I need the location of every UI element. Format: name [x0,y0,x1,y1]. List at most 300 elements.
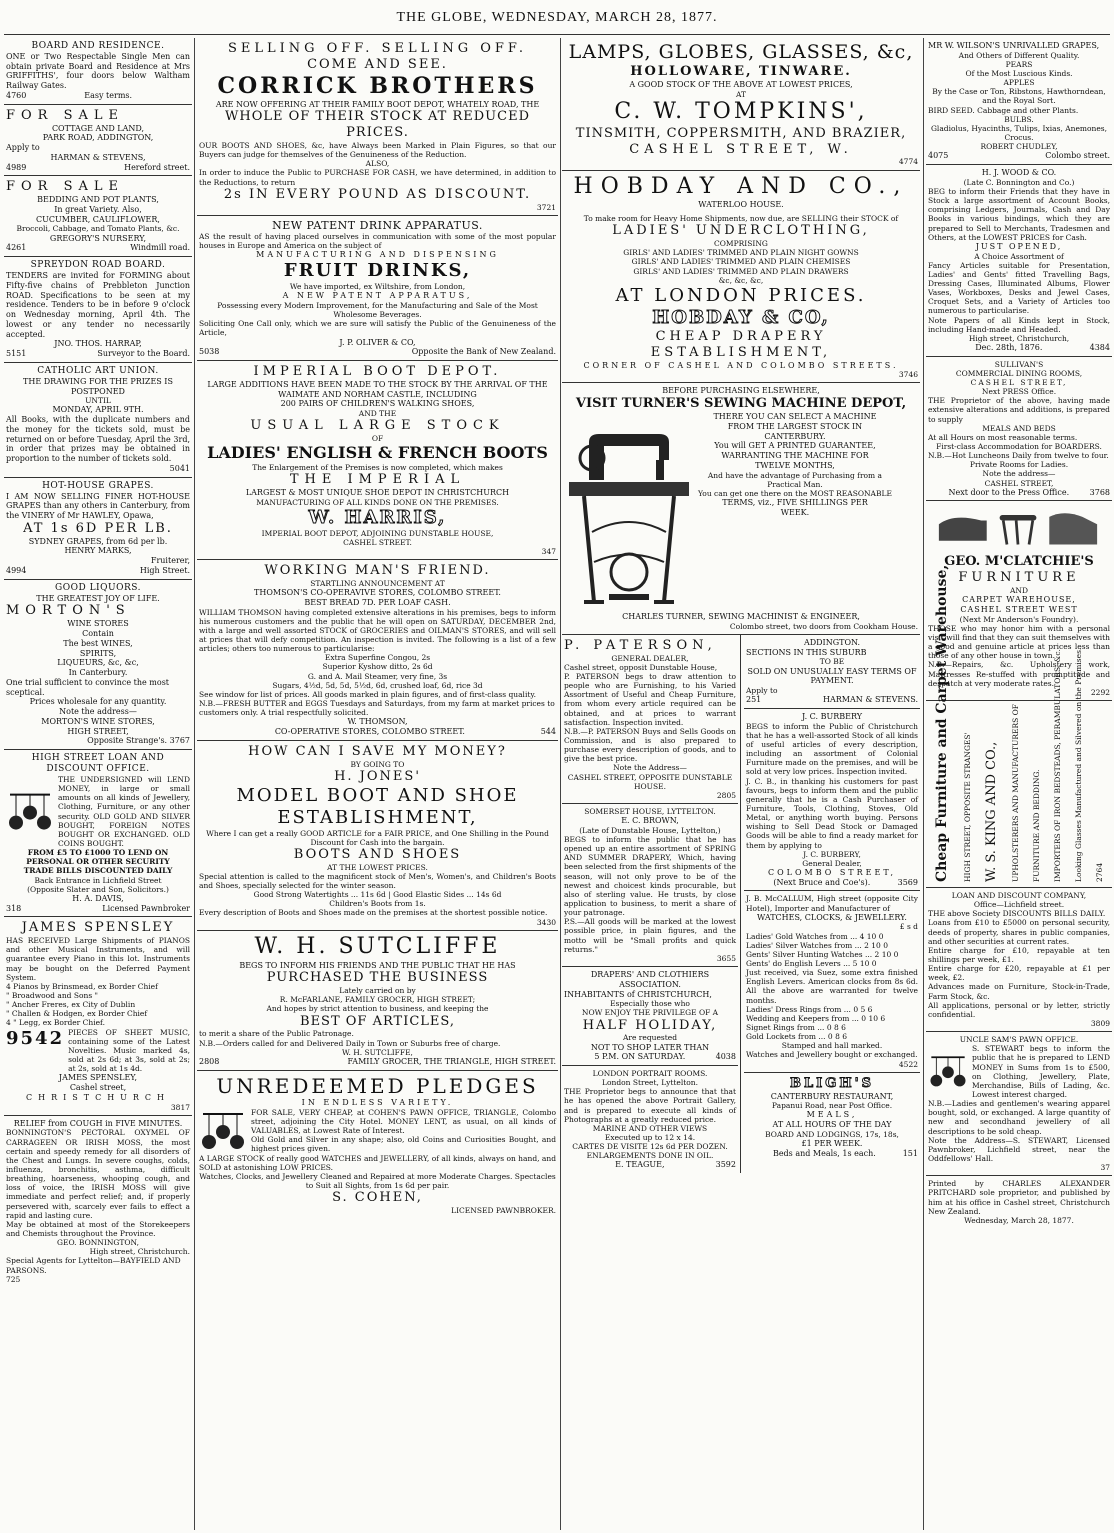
ad-tail: High Street. [139,565,190,575]
ad-body: Soliciting One Call only, which we are sure will satisfy the Public of the Genuineness of the Article, [199,319,556,338]
ad-title: VISIT TURNER'S SEWING MACHINE DEPOT, [575,396,907,412]
ad-sign: J. C. BURBERY, [803,849,861,859]
ad-title: JAMES SPENSLEY [21,920,175,936]
ad-line: FROM THE LARGEST STOCK IN [727,421,863,431]
ad-body: THE UNDERSIGNED will LEND MONEY, in large or small amounts on all kinds of Jewellery, Clothing, Furniture, or any other security. OLD GOLD AND SILVER BOUGHT, FOREIGN NOTES BOUGHT OR EXCHANGED. OLD COINS BOUGHT. [58,775,190,848]
ad-body: N.B.—Ladies and gentlemen's wearing apparel bought, sold, or exchanged. A large quantity of new and secondhand jewellery of all descriptions to be sold cheap. [928,1099,1110,1136]
ad-line: The Enlargement of the Premises is now completed, which makes [252,462,503,472]
ad-line: JUST OPENED, [975,241,1063,251]
ad-line: ROBERT CHUDLEY, [980,142,1058,152]
ad-tail: Licensed Pawnbroker [102,903,190,913]
ad-line: PEARS [1005,59,1033,69]
ad-line: Dec. 28th, 1876. [975,342,1043,352]
pawnbroker-balls-icon [928,1044,968,1099]
ad-line: GEO. BONNINGTON, [56,1238,139,1248]
ad-line: Back Entrance in Lichfield Street [34,875,162,885]
ad-line: See window for list of prices. All goods marked in plain figures, and of first-class quality. [199,689,536,699]
ad-line: H. A. DAVIS, [72,893,124,903]
ad-line: N.B.—Orders called for and Delivered Daily in Town or Suburbs free of charge. [199,1038,501,1048]
ad-line: CASHEL STREET WEST [960,604,1078,614]
ad-line: AT [735,89,746,99]
ad-line: CANTERBURY RESTAURANT, [770,1091,894,1101]
ad-line: HENRY MARKS, [64,546,132,556]
ad-brown [562,804,738,967]
ad-title: WORKING MAN'S FRIEND. [264,563,491,579]
price-row: Ladies' Gold Watches from ... 4 10 0 [746,931,884,941]
ad-sullivan [926,357,1112,502]
ad-body: Loans from £10 to £5000 on personal security, deeds of property, shares in public companies, and other securities at current rates. [928,918,1110,946]
ad-title: J. C. BURBERY [801,711,862,721]
ad-body: ONE or Two Respectable Single Men can obtain private Board and Residence at Mrs GRIFFITHS', four doors below Waltham Railway Gates. [6,51,190,91]
ad-ref: 4038 [715,1052,736,1062]
ad-price: AT 1s 6D PER LB. [23,520,173,536]
ad-line: Special attention is called to the magnificent stock of Men's, Women's, and Children's Boots and Shoes, specially selected for the winter season. [199,871,556,890]
ad-line: Cashel street, [69,1083,127,1093]
ad-ref: 4760 [6,90,27,100]
ad-body: BEGS to inform the Public of Christchurch that he has a well-assorted Stock of all kinds of useful articles of every description, including an assortment of Colonial Furniture made on the premises, and will be sold at very low prices. Inspection invited. [746,721,918,777]
ad-body: THOSE who may honor him with a personal visit will find that they can suit themselves with a good and genuine article at prices less than those of any other house in town. [928,623,1110,661]
ad-body: BEGS to inform the public that he has opened up an entire assortment of SPRING AND SUMMER DRAPERY, Which, having been selected from the first shipments of the season, will not only prove to be of the newest and choicest kinds procurable, but also of sterling value. He trusts, by close application to business, to merit a share of your patronage. [564,835,736,918]
sewing-machine-icon [564,412,694,612]
ad-name: C. W. TOMPKINS', [614,98,868,124]
ad-line: LIQUEURS, &c, &c, [57,658,139,668]
ad-title: E. C. BROWN, [621,816,679,826]
ad-mclatchie [926,501,1112,701]
ad-body: HAS RECEIVED Large Shipments of PIANOS and other Musical Instruments, and will guarantee every Piano in this lot. Instruments may be bought on the Deferred Payment System. [6,936,190,982]
ad-ref: 3746 [898,370,918,380]
ad-line: Fruiterer, [150,556,190,566]
ad-title: CATHOLIC ART UNION. [37,365,159,376]
ad-title: HOBDAY AND CO., [573,173,909,199]
ad-line: TINSMITH, COPPERSMITH, AND BRAZIER, [575,125,907,141]
ad-sign: S. COHEN, [332,1190,423,1206]
ad-line: BEST OF ARTICLES, [300,1013,455,1029]
ad-head: P. PATERSON, [564,637,717,653]
ad-come: COME AND SEE. [307,56,448,72]
ad-line: Of the Most Luscious Kinds. [965,69,1073,79]
ad-ref: 4989 [6,162,27,172]
ad-line: WEEK. [780,507,810,517]
ad-body: To make room for Heavy Home Shipments, now due, are SELLING their STOCK of [583,214,899,224]
ad-ref: 3655 [716,953,736,963]
ad-tail: Easy terms. [84,90,133,100]
ad-title: WATCHES, CLOCKS, & JEWELLERY. [757,912,907,922]
ad-ref: 3569 [897,877,918,887]
ad-line: Note Papers of all Kinds kept in Stock, including Hand-made and Headed. [928,315,1110,334]
ad-line: You will GET A PRINTED GUARANTEE, [714,441,876,451]
ad-line: Children's Boots from 1s. [329,899,426,909]
ad-title: LAMPS, GLOBES, GLASSES, &c, [568,41,914,63]
sub-column-right [741,635,920,1173]
ad-line: (Next Mr Anderson's Foundry). [959,614,1079,624]
ad-line: Gladiolus, Hyacinths, Tulips, Ixias, Anemones, Crocus. [930,123,1108,143]
ad-line: In great Variety. Also, [54,204,142,214]
ad-line: SOLD ON UNUSUALLY EASY TERMS OF PAYMENT. [747,666,917,686]
ad-body: A LARGE STOCK of really good WATCHES and JEWELLERY, of all kinds, always on hand, and SOLD at astonishing LOW PRICES. [199,1153,556,1172]
ad-drapers [562,967,738,1066]
furniture-illustration-icon [928,504,1108,550]
ad-line: AT THE LOWEST PRICES. [327,862,428,872]
ad-body: All applications, personal or by letter, strictly confidential. [928,1000,1110,1019]
ad-body: J. C. B., in thanking his customers for past favours, begs to inform them and the public generally that he is a Cash Purchaser of Furniture, Tools, Clothing, Stoves, Old Metal, or anything worth buying. Persons wishing to Sell Dead Stock or Damaged Goods will be able to find a ready market for them by applying to [746,776,918,850]
imprint-date: Wednesday, March 28, 1877. [964,1215,1074,1225]
ad-liquors [4,580,192,750]
ad-cough [4,1116,192,1287]
ad-line: OF [371,434,384,444]
ad-line: " Ancher Freres, ex City of Dublin [6,1000,136,1010]
ad-line: CO-OPERATIVE STORES, COLOMBO STREET. [274,727,465,737]
ad-sub: HOLLOWARE, TINWARE. [630,64,852,80]
ad-line: (Late C. Bonnington and Co.) [963,177,1075,187]
ad-loan-office [4,750,192,917]
ad-title: ADDINGTON. [803,637,861,647]
ad-ladies: LADIES' ENGLISH & FRENCH BOOTS [207,443,548,463]
ad-line: Next PRESS Office. [981,387,1057,397]
ad-body: Fancy Articles suitable for Presentation, Ladies' and Gents' fitted Travelling Bags, Dressing Cases, Illuminated Albums, Flower Vases, Workboxes, Desks and Jewel Cases, Croquet Sets, and a Variety of Articles too numerous to particularise. [928,260,1110,316]
ad-line: Lately carried on by [339,986,416,996]
masthead [0,0,1114,30]
ad-line: UNTIL [85,396,111,406]
ad-mccallum [744,891,920,1072]
ad-line: Practical Man. [767,479,823,489]
ad-line: Next door to the Press Office. [948,487,1070,497]
ad-body: Old Gold and Silver in any shape; also, old Coins and Curiosities Bought, and highest prices given. [251,1135,556,1154]
column-1 [4,38,192,1530]
ad-ref: 2292 [1090,687,1110,697]
ad-ref: 251 [746,695,762,705]
ad-body: Entire charge for £10, repayable at ten shillings per week, £1. [928,945,1110,964]
ad-body: Note the Address—S. STEWART, Licensed Pawnbroker, Lichfield street, near the Oddfellows' Hall. [928,1135,1110,1163]
ad-ref: 318 [6,903,22,913]
ad-line: Note the address— [982,469,1056,479]
ad-line: CASHEL STREET, OPPOSITE DUNSTABLE HOUSE. [567,772,733,791]
ad-line: In Canterbury. [68,668,128,678]
ad-whole: WHOLE OF THEIR STOCK AT REDUCED PRICES. [225,109,530,141]
ad-ref: 5041 [169,463,190,473]
ad-line: " Broadwood and Sons " [6,991,99,1001]
music-count: 9542 [6,1027,65,1049]
ad-line: PARK ROAD, ADDINGTON, [42,133,154,143]
ad-ref: 2805 [716,790,736,800]
ad-line: STARTLING ANNOUNCEMENT AT [310,578,445,588]
ad-sign: JNO. THOS. HARRAP, [54,339,142,349]
ad-line: (Late of Dunstable House, Lyttelton,) [579,825,721,835]
ad-line: MORTON'S WINE STORES, [41,716,155,726]
ad-line: One trial sufficient to convince the most sceptical. [6,677,170,697]
ad-head: MORTON'S [6,603,131,619]
ad-line: Especially those who [610,999,690,1009]
ad-body: BEG to inform their Friends that they have in Stock a large assortment of Account Books, comprising Ledgers, Journals, Cash and Day Books in various bindings, which they are prepared to Sell to Merchants, Tradesmen and Others, at the LOWEST PRICES for Cash. [928,186,1110,242]
ad-est: ESTABLISHMENT, [277,806,478,828]
ad-line: GREGORY'S NURSERY, [49,233,147,243]
price-row: Gold Lockets from ... 0 8 6 [746,1032,848,1042]
ad-tail: Surveyor to the Board. [97,349,190,359]
ad-ref: 3430 [536,917,556,927]
ad-body: S. STEWART begs to inform the public that he is prepared to LEND MONEY in Sums from 1s to £500, on Clothing, Jewellery, Plate, Merchandise, Bills of Lading, &c. Lowest interest charged. [972,1044,1110,1099]
ad-line: You can get one there on the MOST REASONABLE [698,488,892,498]
ad-ref: 725 [6,1274,21,1284]
ad-tail: Colombo street. [1045,151,1110,161]
price-row: Wedding and Keepers from ... 0 10 6 [746,1013,886,1023]
ad-body: THE Proprietor begs to announce that that he has opened the above Portrait Gallery, and is prepared to execute all kinds of Photographs at a greatly reduced price. [564,1087,736,1124]
ad-burbery [744,709,920,892]
ad-tail: Opposite the Bank of New Zealand. [411,347,556,357]
ad-line: LARGEST & MOST UNIQUE SHOE DEPOT IN CHRISTCHURCH [245,487,510,497]
ad-line: We have imported, ex Wiltshire, from London, [289,282,466,292]
ad-spreydon [4,257,192,363]
ad-line: Special Agents for Lyttelton—BAYFIELD AND PARSONS. [6,1256,181,1275]
ad-line: Are requested [622,1033,678,1043]
ad-ref: 544 [540,727,556,737]
ad-title: BLIGH'S [790,1075,874,1091]
column-rule [560,38,561,1530]
ad-line: May be obtained at most of the Storekeepers and Chemists throughout the Province. [6,1219,190,1238]
ad-body: P.S.—All goods will be marked at the lowest possible price, in plain figures, and the motto will be "Small profits and quick returns." [564,917,736,954]
ad-line: Note the Address— [613,763,687,773]
ad-top: SELLING OFF. SELLING OFF. [227,41,528,56]
ad-body: AS the result of having placed ourselves in communication with some of the most popular houses in Europe and America on the subject of [199,232,556,251]
ad-line: Stamped and hall marked. [781,1041,883,1051]
ad-head: FOR SALE [6,179,125,195]
ad-ref: 4261 [6,243,27,253]
ad-title: NEW PATENT DRINK APPARATUS. [272,218,483,232]
ad-line: The best WINES, [63,638,133,648]
price-row: Ladies' Dress Rings from ... 0 5 6 [746,1004,873,1014]
ad-body: SECTIONS IN THIS SUBURB [746,647,867,657]
ad-title: IMPERIAL BOOT DEPOT. [253,364,502,380]
ad-title: CORRICK BROTHERS [217,72,538,99]
price-row: Gents' do English Levers ... 5 10 0 [746,959,877,969]
ad-line: R. McFARLANE, FAMILY GROCER, HIGH STREET; [279,995,476,1005]
ad-body: N.B.—Repairs, &c. Upholstery work, Mattresses Re-stuffed with promptitude and despatch at very moderate rates. [928,660,1110,688]
ad-line: Colombo street, two doors from Cookham House. [729,621,918,631]
ad-grapes [4,478,192,580]
ad-paterson [562,635,738,804]
ad-title: SULLIVAN'S [994,359,1044,369]
ad-line: 4 " Legg, ex Border Chief. [6,1018,105,1028]
top-rule [4,34,1110,35]
ad-line: CASHEL STREET, W. [629,141,853,157]
ad-line: GIRLS' AND LADIES' TRIMMED AND PLAIN CHEMISES [631,257,851,267]
ad-ref: 4522 [898,1059,918,1069]
ad-title: H. J. WOOD & CO. [981,168,1057,178]
ad-vertical-line: FURNITURE AND BEDDING. [1032,769,1042,882]
ad-line: First-class Accommodation for BOARDERS. [936,441,1102,451]
ad-line: CASHEL STREET. [343,537,412,547]
ad-line: BEST BREAD 7D. PER LOAF CASH. [304,597,451,607]
ad-line: BEFORE PURCHASING ELSEWHERE, [662,386,820,396]
ad-line: Contain [82,629,114,639]
price-header: £ s d [899,922,918,932]
ad-line: NOT TO SHOP LATER THAN [590,1042,710,1052]
ad-line: CASHEL STREET, [970,377,1068,387]
ad-line: MONDAY, APRIL 9TH. [52,405,144,415]
sub-column-left [562,635,741,1173]
ad-drink-apparatus [197,216,558,361]
column-3 [562,38,920,1530]
ad-line: COTTAGE AND LAND, [51,123,145,133]
ad-body: BONNINGTON'S PECTORAL OXYMEL OF CARRAGEEN OR IRISH MOSS, the most certain and speedy remedy for all disorders of the Chest and Lungs. In severe coughs, colds, influenza, bronchitis, asthma, difficult breathing, hoarseness, whooping cough, and loss of voice, the IRISH MOSS will give immediate and perfect relief; and, if properly persevered with, scarcely ever fails to effect a rapid and lasting cure. [6,1128,190,1220]
ad-jones [197,741,558,931]
ad-title: UNREDEEMED PLEDGES [216,1073,539,1098]
ad-line: CARPET WAREHOUSE, [962,595,1076,605]
ad-line: Good Strong Watertights ... 11s 6d | Good Elastic Sides ... 14s 6d [253,890,502,900]
ad-line: (Opposite Slater and Son, Solicitors.) [27,884,169,894]
ad-sign: E. TEAGUE, [615,1160,665,1170]
ad-ref: 3809 [1090,1018,1110,1028]
ad-line: GIRLS' AND LADIES' TRIMMED AND PLAIN DRAWERS [633,266,849,276]
ad-sign: J. P. OLIVER & CO, [339,337,416,347]
ad-lead: ARE NOW OFFERING AT THEIR FAMILY BOOT DEPOT, WHATELY ROAD, THE [215,99,540,109]
ad-line: " Challen & Hodgen, ex Border Chief [6,1009,148,1019]
ad-line: WATERLOO HOUSE. [698,200,784,210]
ad-also: ALSO, [365,159,390,169]
ad-line: CASHEL STREET, [984,478,1054,488]
ad-line: Superior Kyshow ditto, 2s 6d [322,662,433,672]
ad-line: MANUFACTURING OF ALL KINDS DONE ON THE PREMISES. [256,497,499,507]
ad-line: High street, Christchurch. [89,1247,190,1257]
ad-line: A NEW PATENT APPARATUS, [282,291,473,301]
ad-line: THOMSON'S CO-OPERAVIVE STORES, COLOMBO STREET. [254,588,501,598]
ad-title: UNCLE SAM'S PAWN OFFICE. [959,1035,1079,1045]
column-rule [923,38,924,1530]
ad-vertical-line: IMPORTERS OF IRON BEDSTEADS, PERAMBULATORS, &c. [1053,649,1063,882]
ad-fruit: FRUIT DRINKS, [283,260,472,282]
ad-title: HOW CAN I SAVE MY MONEY? [248,743,507,759]
price-row: Ladies' Silver Watches from ... 2 10 0 [746,940,888,950]
ad-vertical-line: W. S. KING AND CO., [983,741,999,882]
ad-line: Apply to [6,143,40,153]
ad-ref: 151 [902,1148,918,1158]
ad-title: RELIEF from COUGH in FIVE MINUTES. [13,1118,183,1128]
ad-line: SOMERSET HOUSE, LYTTELTON. [584,807,716,817]
ad-boots: BOOTS AND SHOES [293,846,462,862]
ad-line: CHEAP DRAPERY ESTABLISHMENT, [650,328,832,360]
ad-line: Private Rooms for Ladies. [969,460,1069,470]
ad-tail: Hereford street. [124,162,190,172]
ad-body: All Books, with the duplicate numbers and the money for the tickets sold, must be returned on or before Tuesday, April the 3rd, in order that prizes may be obtained in proportion to the number of tickets sold. [6,415,190,464]
ad-sub: THE GREATEST JOY OF LIFE. [36,593,160,603]
ad-sub: IN ENDLESS VARIETY. [301,1097,454,1107]
ad-usual: USUAL LARGE STOCK [250,418,505,434]
ad-ref: 4075 [928,151,949,161]
ad-line: TO BE [819,657,845,667]
ad-line: Watches, Clocks, and Jewellery Cleaned and Repaired at more Moderate Charges. Spectacles to Suit all Sights, from 1s 6d per pair. [199,1171,556,1191]
ad-line: COLOMBO STREET, [767,867,897,877]
ad-title: DRAPERS' AND CLOTHIERS ASSOCIATION. [590,970,710,989]
ad-ref: 2764 [1094,862,1104,882]
ad-line: Where I can get a really GOOD ARTICLE for a FAIR PRICE, and One Shilling in the Pound Discount for Cash into the bargain. [206,828,549,847]
ad-line: Sugars, 4½d, 5d, 5d, 5½d, 6d, crushed loaf, 6d, rice 3d [272,680,483,690]
ad-line: TERMS, viz., FIVE SHILLINGS PER [722,497,868,507]
ad-line: THE DRAWING FOR THE PRIZES IS POSTPONED [23,376,173,396]
ad-ref: 4774 [898,157,918,167]
ad-sign: W. THOMSON, [347,717,408,727]
ad-body: THE Proprietor of the above, having made extensive alterations and additions, is prepared to supply [928,396,1110,424]
ad-name: H. JONES' [334,768,421,784]
ad-line: GENERAL DEALER, [611,653,689,663]
ad-wood [926,165,1112,357]
pawnbroker-balls-icon [199,1108,247,1154]
ad-line: GIRLS' AND LADIES' TRIMMED AND PLAIN NIGHT GOWNS [623,248,859,258]
ad-body: P. PATERSON begs to draw attention to people who are Furnishing, to his Varied Assortment of Useful and Cheap Furniture, from whom every article required can be obtained, and at prices to warrant satisfaction. Inspection invited. [564,672,736,727]
pawnbroker-balls-icon [6,775,54,848]
ad-line: 4 Pianos by Brinsmead, ex Border Chief [6,981,158,991]
ad-line: CUCUMBER, CAULIFLOWER, [36,214,160,224]
ad-line: IMPERIAL BOOT DEPOT, ADJOINING DUNSTABLE HOUSE, [261,528,494,538]
ad-vertical-line: Looking Glasses Manufactured and Silvered on the Premises. [1073,647,1083,882]
ad-line: BEDDING AND POT PLANTS, [37,195,159,205]
ad-thomson [197,560,558,741]
ad-line: HIGH STREET, [67,726,129,736]
ad-line: NOW ENJOY THE PRIVILEGE OF A [581,1008,719,1018]
ad-ref: 5151 [6,349,27,359]
ad-ref: 3721 [536,202,556,212]
ad-hobday [562,171,920,384]
ad-line: THE IMPERIAL [289,471,466,487]
ad-line: By the Case or Ton, Ribstons, Hawthorndean, and the Royal Sort. [932,87,1106,106]
column-2 [197,38,558,1530]
ad-line: CHRISTCHURCH [25,1092,171,1102]
ad-line: FROM £5 TO £1000 TO LEND ON PERSONAL OR OTHER SECURITY [26,848,170,867]
ad-line: &c, &c, &c, [718,275,764,285]
price-row: Signet Rings from ... 0 8 6 [746,1023,846,1033]
ad-sign: CHARLES TURNER, SEWING MACHINIST & ENGINEER, [622,612,860,622]
ad-imperial-boot [197,361,558,560]
ad-line: INHABITANTS of CHRISTCHURCH, [564,989,712,999]
ad-line: APPLES [1003,78,1035,88]
ad-line: Cashel street, opposit Dunstable House, [564,662,718,672]
ad-ref: 4384 [1089,342,1110,352]
ad-body: I AM NOW SELLING FINER HOT-HOUSE GRAPES than any others in Canterbury, from the VINERY of Mr HAWLEY, Opawa, [6,491,190,521]
ad-ref: 3592 [715,1160,736,1170]
ad-body: TENDERS are invited for FORMING about Fifty-five chains of Prebbleton Junction ROAD. Specifications to be seen at my residence. Tenders to be in before 9 o'clock on Wednesday morning, April 4th. The lowest or any tender no necessarily accepted. [6,271,190,339]
ad-line: Office—Lichfield street. [973,900,1065,910]
ad-tail: FAMILY GROCER, THE TRIANGLE, HIGH STREET. [347,1056,556,1066]
ad-sutcliffe [197,931,558,1071]
ad-ref: 37 [1100,1163,1110,1173]
ad-line: London Street, Lyttelton. [602,1078,698,1088]
ad-line: N.B.—FRESH BUTTER and EGGS Tuesdays and Saturdays, from my farm at market prices to customers only. A trial respectfully solicited. [199,699,555,718]
ad-line: At all Hours on most reasonable terms. [928,432,1078,442]
ad-sign: W. H. SUTCLIFFE, [342,1047,413,1057]
ad-body: MR W. WILSON'S UNRIVALLED GRAPES, [928,41,1100,50]
ad-body: Advances made on Furniture, Stock-in-Trade, Farm Stock, &c. [928,982,1110,1001]
ad-line: Watches and Jewellery bought or exchanged. [746,1050,918,1060]
ad-line: BY GOING TO [350,759,405,769]
ad-lead: LARGE ADDITIONS HAVE BEEN MADE TO THE STOCK BY THE ARRIVAL OF THE WAIMATE AND NORHAM CASTLE, INCLUDING [207,379,548,399]
ad-body: In order to induce the Public to PURCHASE FOR CASH, we have determined, in addition to the Reductions, to return [199,168,556,187]
ad-line: MEALS AND BEDS [982,423,1056,433]
ad-line: SYDNEY GRAPES, from 6d per lb. [28,536,168,546]
ad-head: FOR SALE [6,107,125,123]
ad-line: JAMES SPENSLEY, [58,1073,138,1083]
ad-ref: 3817 [170,1102,190,1112]
ad-bedding-sale [4,176,192,257]
ad-line: Note the address— [59,707,137,717]
ad-title: HOT-HOUSE GRAPES. [42,480,154,491]
ad-harris: W. HARRIS, [308,506,447,528]
price-row: Gents' Silver Hunting Watches ... 2 10 0 [746,949,899,959]
ad-ref: 4994 [6,565,27,575]
ad-line: AND THE [358,409,397,419]
ad-wilson [926,38,1112,165]
ad-line: Possessing every Modern Improvement, for the Manufacturing and Sale of the Most Wholesome Beverages. [217,301,538,320]
ad-lead: BEGS TO INFORM HIS FRIENDS AND THE PUBLIC THAT HE HAS [239,960,516,970]
ad-title: GOOD LIQUORS. [55,582,141,593]
ad-line: BOARD AND LODGINGS, 17s, 18s, [765,1129,899,1139]
ad-body: WILLIAM THOMSON having completed extensive alterations in his premises, begs to inform his numerous customers and the public that he will open on SATURDAY, DECEMBER 2nd, with a large and well assorted STOCK of GROCERIES and OILMAN'S STORES, and will sell at prices that will defy competition. An inspection is invited. The following is a list of a few articles; others too numerous to particularise: [199,607,556,654]
